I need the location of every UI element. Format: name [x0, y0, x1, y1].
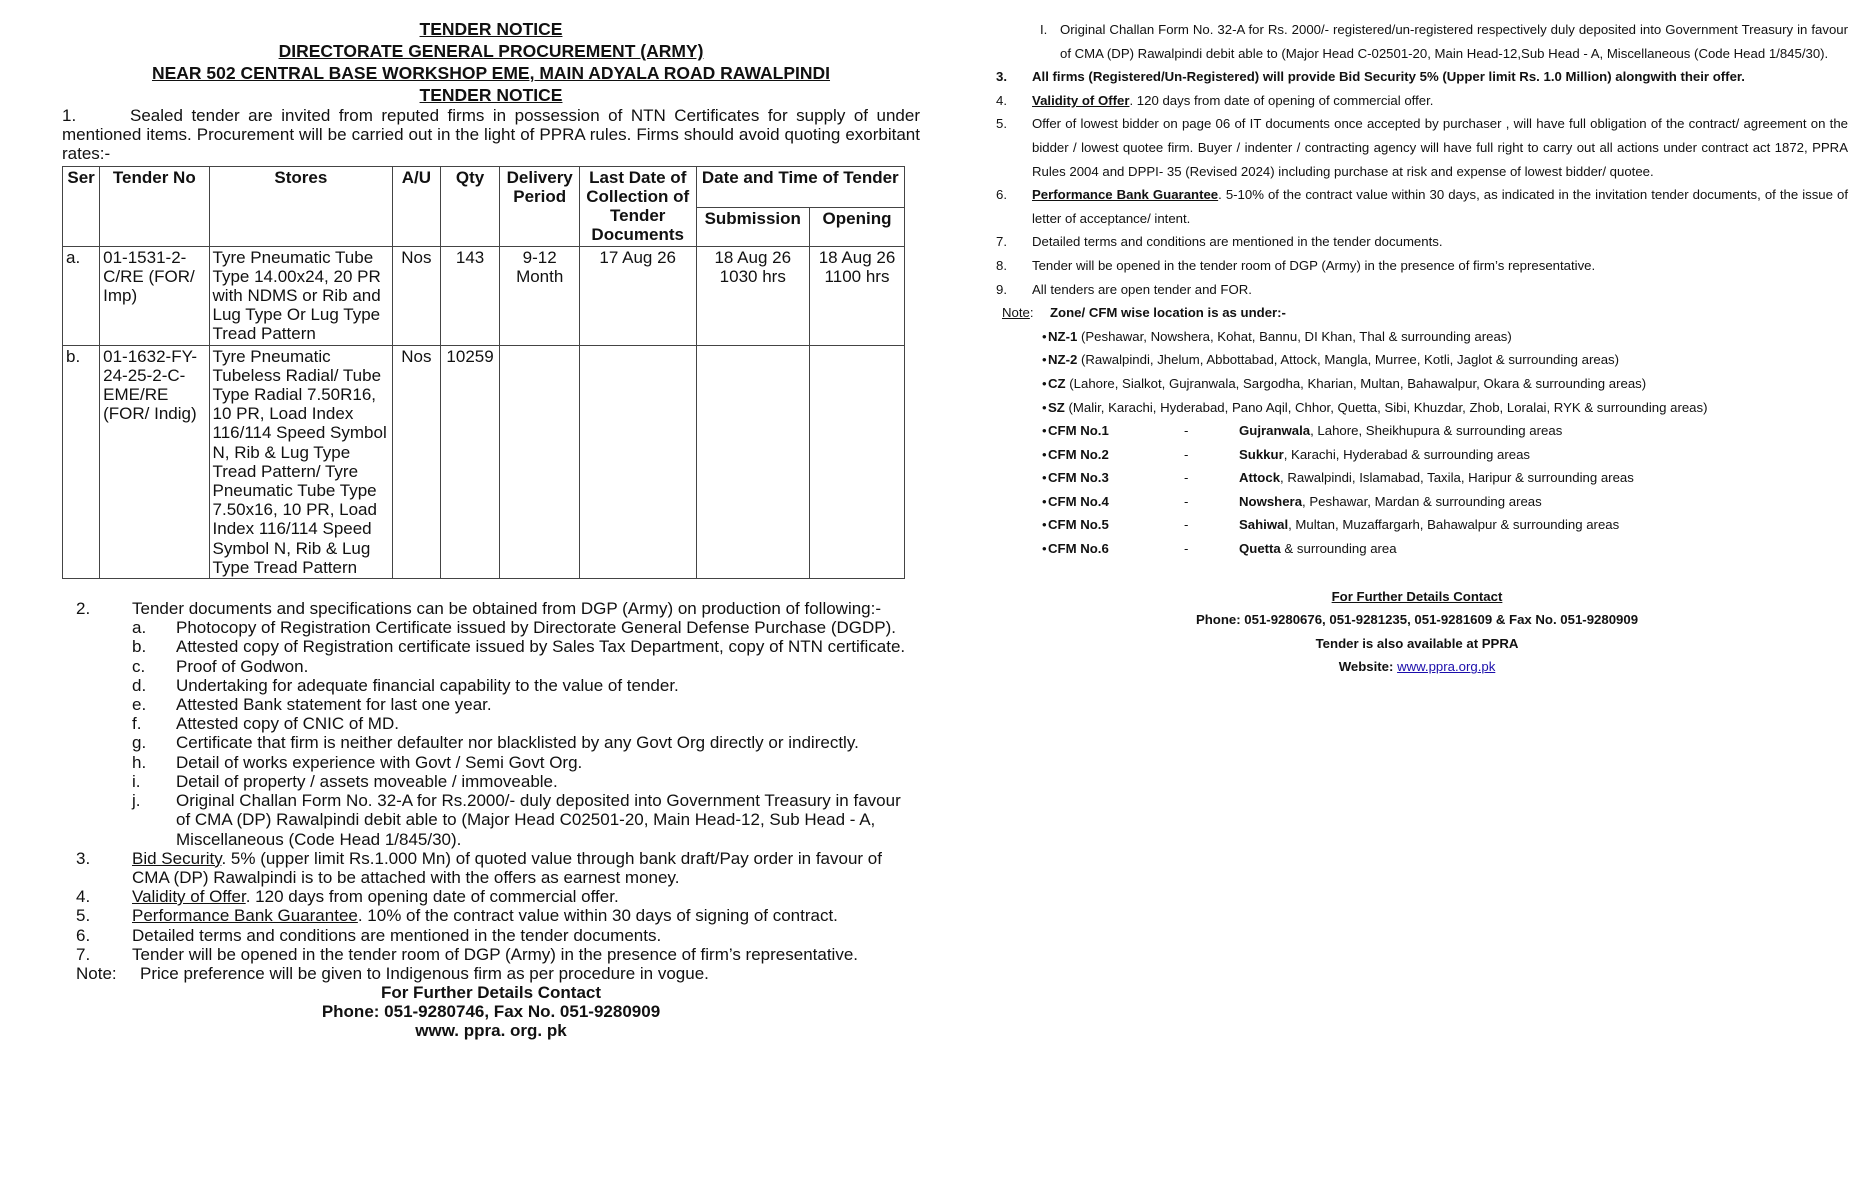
- pbg-label-right: Performance Bank Guarantee: [1032, 187, 1219, 203]
- section-2: 2. Tender documents and specifications can be obtained from DGP (Army) on production of following:-: [76, 599, 882, 619]
- right-contact-phone: Phone: 051-9280676, 051-9281235, 051-9281609 & Fax No. 051-9280909: [1195, 612, 1639, 628]
- th-opening: Opening: [810, 207, 905, 246]
- heading-address: NEAR 502 CENTRAL BASE WORKSHOP EME, MAIN ADYALA ROAD RAWALPINDI: [151, 63, 831, 83]
- th-delivery: Delivery Period: [500, 166, 579, 246]
- left-note: Note: Price preference will be given to Indigenous firm as per procedure in vogue.: [76, 963, 709, 983]
- intro-text: Sealed tender are invited from reputed firms in possession of NTN Certificates for supply of under mentioned items. Procurement will be carried out in the light of PPRA rules. Firms should avoid quoting exorbitant rates:-: [62, 106, 920, 164]
- table-row: [63, 246, 905, 345]
- list-item: c. Proof of Godwon.: [132, 656, 309, 676]
- list-item: i. Detail of property / assets moveable / immoveable.: [132, 771, 558, 791]
- th-last-date: Last Date of Collection of Tender Documents: [579, 166, 696, 246]
- list-item: • CFM No.4 - Nowshera, Peshawar, Mardan & surrounding areas: [1042, 493, 1542, 509]
- list-item: d. Undertaking for adequate financial capability to the value of tender.: [132, 675, 679, 695]
- cell-au: Nos: [393, 345, 440, 578]
- table-row: [63, 345, 905, 578]
- th-submission: Submission: [696, 207, 810, 246]
- list-item: g. Certificate that firm is neither defaulter nor blacklisted by any Govt Org directly or indirectly.: [132, 733, 859, 753]
- list-item: • CZ (Lahore, Sialkot, Gujranwala, Sargodha, Kharian, Multan, Bahawalpur, Okara & surrounding areas): [1042, 375, 1647, 391]
- th-date-time: Date and Time of Tender: [696, 166, 904, 207]
- validity-label-right: Validity of Offer: [1032, 92, 1130, 108]
- th-stores: Stores: [209, 166, 393, 246]
- cell-delivery: [500, 345, 579, 578]
- list-item: • CFM No.2 - Sukkur, Karachi, Hyderabad & surrounding areas: [1042, 446, 1531, 462]
- right-item-4: 4. Validity of Offer. 120 days from date of opening of commercial offer.: [996, 92, 1434, 108]
- cell-last-date: 17 Aug 26: [579, 246, 696, 345]
- heading-directorate: DIRECTORATE GENERAL PROCUREMENT (ARMY): [278, 41, 704, 61]
- right-item-9: 9. All tenders are open tender and FOR.: [996, 281, 1252, 297]
- cell-tender-no: 01-1632-FY-24-25-2-C-EME/RE (FOR/ Indig): [100, 345, 209, 578]
- list-item: • NZ-1 (Peshawar, Nowshera, Kohat, Bannu, DI Khan, Thal & surrounding areas): [1042, 328, 1512, 344]
- intro-paragraph: [62, 106, 920, 164]
- cell-opening: [810, 345, 905, 578]
- section-3: 3. Bid Security. 5% (upper limit Rs.1.000 Mn) of quoted value through bank draft/Pay order in favour of CMA (DP) Rawalpindi is to be attached with the offers as earnest money.: [76, 848, 882, 887]
- website-link[interactable]: www.ppra.org.pk: [1397, 659, 1496, 675]
- cell-au: Nos: [393, 246, 440, 345]
- list-item: j. Original Challan Form No. 32-A for Rs.2000/- duly deposited into Government Treasury in favour of CMA (DP) Rawalpindi debit able to (Major Head C02501-20, Main Head-12, Sub Head - A, Miscellaneous (Code Head 1/845/30).: [132, 791, 901, 849]
- right-contact-ppra: Tender is also available at PPRA: [1315, 635, 1519, 651]
- list-item: • CFM No.1 - Gujranwala, Lahore, Sheikhupura & surrounding areas: [1042, 423, 1563, 439]
- cell-qty: 10259: [440, 345, 500, 578]
- right-item-7: 7. Detailed terms and conditions are mentioned in the tender documents.: [996, 234, 1443, 250]
- right-note: Note: Zone/ CFM wise location is as under:-: [1002, 305, 1286, 321]
- section-4: 4. Validity of Offer. 120 days from opening date of commercial offer.: [76, 887, 619, 907]
- right-item-8: 8. Tender will be opened in the tender room of DGP (Army) in the presence of firm’s representative.: [996, 257, 1596, 273]
- list-item: • CFM No.3 - Attock, Rawalpindi, Islamabad, Taxila, Haripur & surrounding areas: [1042, 470, 1634, 486]
- cell-last-date: [579, 345, 696, 578]
- left-contact: For Further Details Contact Phone: 051-9280746, Fax No. 051-9280909 www. ppra. org. pk: [321, 983, 661, 1041]
- list-item: • NZ-2 (Rawalpindi, Jhelum, Abbottabad, Attock, Mangla, Murree, Kotli, Jaglot & surrounding areas): [1042, 352, 1620, 368]
- th-au: A/U: [393, 166, 440, 246]
- section-6: 6. Detailed terms and conditions are mentioned in the tender documents.: [76, 925, 662, 945]
- right-item-6: 6. Performance Bank Guarantee. 5-10% of the contract value within 30 days, as indicated in the invitation tender documents, of the issue of letter of acceptance/ intent.: [996, 187, 1848, 226]
- right-contact-website: Website: www.ppra.org.pk: [1338, 659, 1496, 675]
- cell-opening: 18 Aug 26 1100 hrs: [810, 246, 905, 345]
- cell-tender-no: 01-1531-2-C/RE (FOR/ Imp): [100, 246, 209, 345]
- cell-submission: 18 Aug 26 1030 hrs: [696, 246, 810, 345]
- left-notice: [62, 18, 920, 1040]
- cell-stores: Tyre Pneumatic Tubeless Radial/ Tube Type Radial 7.50R16, 10 PR, Load Index 116/114 Speed Symbol N, Rib & Lug Type Tread Pattern/ Tyre Pneumatic Tube Type 7.50x16, 10 PR, Load Index 116/114 Speed Symbol N, Rib & Lug Type Tread Pattern: [209, 345, 393, 578]
- validity-label: Validity of Offer: [132, 887, 246, 907]
- right-contact: [986, 585, 1848, 679]
- item-i: I. Original Challan Form No. 32-A for Rs. 2000/- registered/un-registered respectively duly deposited into Government Treasury in favour of CMA (DP) Rawalpindi debit able to (Major Head C-02501-20, Main Head-12,Sub Head - A, Miscellaneous (Code Head 1/845/30).: [1040, 22, 1848, 61]
- th-tender-no: Tender No: [100, 166, 209, 246]
- list-item: h. Detail of works experience with Govt / Semi Govt Org.: [132, 752, 583, 772]
- cell-submission: [696, 345, 810, 578]
- section-7: 7. Tender will be opened in the tender room of DGP (Army) in the presence of firm’s representative.: [76, 944, 859, 964]
- cell-ser: a.: [63, 246, 100, 345]
- heading-tender-notice: TENDER NOTICE: [419, 19, 563, 39]
- pbg-label: Performance Bank Guarantee: [132, 906, 358, 926]
- list-item: e. Attested Bank statement for last one year.: [132, 695, 492, 715]
- section-2-list: [62, 618, 920, 848]
- right-contact-title: For Further Details Contact: [1331, 588, 1503, 604]
- list-item: a. Photocopy of Registration Certificate issued by Directorate General Defense Purchase (DGDP).: [132, 618, 896, 638]
- tender-table: [62, 166, 905, 579]
- th-ser: Ser: [63, 166, 100, 246]
- list-item: f. Attested copy of CNIC of MD.: [132, 714, 399, 734]
- table-header-row: [63, 166, 905, 207]
- list-item: • CFM No.5 - Sahiwal, Multan, Muzaffargarh, Bahawalpur & surrounding areas: [1042, 517, 1620, 533]
- right-item-3: 3. All firms (Registered/Un-Registered) will provide Bid Security 5% (Upper limit Rs. 1.0 Million) alongwith their offer.: [996, 69, 1745, 85]
- section-5: 5. Performance Bank Guarantee. 10% of the contract value within 30 days of signing of contract.: [76, 906, 838, 926]
- cell-ser: b.: [63, 345, 100, 578]
- right-item-5: 5. Offer of lowest bidder on page 06 of IT documents once accepted by purchaser , will have full obligation of the contract/ agreement on the bidder / lowest quotee firm. Buyer / indenter / contracting agency will have full right to carry out all actions under contract act 1872, PPRA Rules 2004 and DPPI- 35 (Revised 2024) including purchase at risk and expense of lowest bidder/ quotee.: [996, 116, 1848, 179]
- list-item: • SZ (Malir, Karachi, Hyderabad, Pano Aqil, Chhor, Quetta, Sibi, Khuzdar, Zhob, Loralai, RYK & surrounding areas): [1042, 399, 1708, 415]
- list-item: • CFM No.6 - Quetta & surrounding area: [1042, 541, 1397, 557]
- list-item: b. Attested copy of Registration certificate issued by Sales Tax Department, copy of NTN certificate.: [132, 637, 906, 657]
- bid-security-label: Bid Security: [132, 848, 222, 868]
- cell-stores: Tyre Pneumatic Tube Type 14.00x24, 20 PR with NDMS or Rib and Lug Type Or Lug Type Tread Pattern: [209, 246, 393, 345]
- right-notice: [996, 18, 1848, 679]
- intro-num: 1.: [62, 106, 77, 125]
- cell-delivery: 9-12 Month: [500, 246, 579, 345]
- heading-tender-notice-2: TENDER NOTICE: [419, 85, 563, 105]
- cell-qty: 143: [440, 246, 500, 345]
- th-qty: Qty: [440, 166, 500, 246]
